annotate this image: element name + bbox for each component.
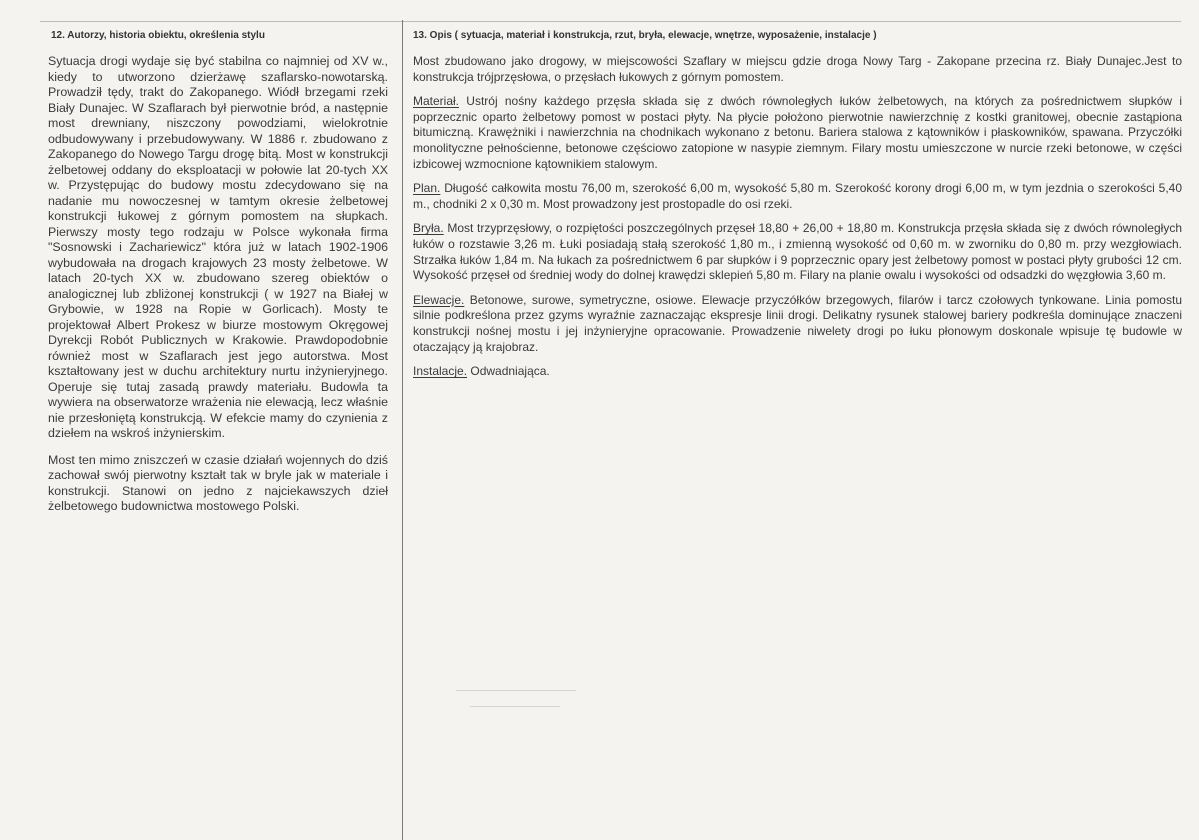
installations-section <box>413 364 1182 380</box>
elevations-text: Betonowe, surowe, symetryczne, osiowe. Elewacje przyczółków brzegowych, filarów i tarcz czołowych tynkowane. Linia pomostu silnie podkreślona przez gzyms wyraźnie zaznaczając ekspresje linii drogi. Delikatny rysunek stalowej bariery podkreśla dominujące znaczeni konstrukcji nośnej mostu i jej inżynieryjne opracowanie. Prowadzenie niwelety drogi po łuku płonowym doskonale wpisuje tę budowle w otaczający ją krajobraz. <box>413 292 1182 354</box>
description-intro: Most zbudowano jako drogowy, w miejscowości Szaflary w miejscu gdzie droga Nowy Targ - Zakopane przecina rz. Biały Dunajec.Jest to konstrukcja trójprzęsłowa, o przęsłach łukowych z górnym pomostem. <box>413 54 1182 84</box>
material-text: Ustrój nośny każdego przęsła składa się z dwóch równoległych łuków żelbetowych, na których za pośrednictwem słupków i poprzecznic oparto żelbetowy pomost w postaci płyty. Na płycie położono pierwotnie nawierzchnię z kostki granitowej, obecnie zastąpiona bitumiczną. Krawężniki i nawierzchnia na chodnikach wykonano z betonu. Bariera stalowa z kątowników i płaskowników, spawana. Przyczółki monolityczne pełnościenne, betonowe częściowo zatopione w nasypie ziemnym. Filary mostu umieszczone w nurcie rzeki betonowe, w części izbicowej wzmocnione kątownikiem stalowym. <box>413 94 1182 171</box>
material-section <box>413 94 1182 172</box>
form-text: Most trzyprzęsłowy, o rozpiętości poszczególnych przęseł 18,80 + 26,00 + 18,80 m. Konstrukcja przęsła składa się z dwóch równoległych łuków o rozstawie 3,26 m. Łuki posiadają stałą szerokość 1,80 m., i zmienną wysokość od 0,60 m. w zworniku do 0,80 m. przy wezgłowiach. Strzałka łuków 1,84 m. Na łukach za pośrednictwem 6 par słupków i 9 poprzecznic opary jest żelbetowy pomost w postaci płyty grubości 12 cm. Wysokość przęseł od średniej wody do dolnej krawędzi sklepień 5,80 m. Filary na planie owalu i wysokości od odsadzki do węzgłowia 3,60 m. <box>413 221 1182 283</box>
authors-history-column <box>48 30 388 515</box>
installations-label: Instalacje. <box>413 364 468 379</box>
plan-section <box>413 181 1182 212</box>
top-rule <box>40 21 1181 22</box>
installations-text: Odwadniająca. <box>467 364 550 379</box>
form-label: Bryła. <box>413 221 444 236</box>
elevations-section <box>413 293 1182 355</box>
description-column <box>413 30 1182 380</box>
history-paragraph-2: Most ten mimo zniszczeń w czasie działań wojennych do dziś zachował swój pierwotny kształt tak w bryle jak w materiale i konstrukcji. Stanowi on jedno z najciekawszych dzieł żelbetowego budownictwa mostowego Polski. <box>48 452 388 513</box>
plan-label: Plan. <box>413 181 441 196</box>
section-12-heading: 12. Autorzy, historia obiektu, określenia stylu <box>51 30 265 41</box>
plan-text: Długość całkowita mostu 76,00 m, szerokość 6,00 m, wysokość 5,80 m. Szerokość korony drogi 6,00 m, w tym jezdnia o szerokości 5,40 m., chodniki 2 x 0,30 m. Most prowadzony jest prostopadle do osi rzeki. <box>413 181 1182 211</box>
scan-mark <box>470 706 560 707</box>
section-13-heading: 13. Opis ( sytuacja, materiał i konstrukcja, rzut, bryła, elewacje, wnętrze, wyposażenie, instalacje ) <box>413 30 877 41</box>
material-label: Materiał. <box>413 94 460 109</box>
form-section <box>413 221 1182 283</box>
column-divider <box>402 20 403 840</box>
history-paragraph-1: Sytuacja drogi wydaje się być stabilna co najmniej od XV w., kiedy to utworzono dzierżawę szaflarsko-nowotarską. Prowadził tędy, trakt do Zakopanego. Wiódł brzegami rzeki Biały Dunajec. W Szaflarach był pierwotnie bród, a następnie most drewniany, niszczony powodziami, wielokrotnie odbudowywany i przebudowywany. W 1886 r. zbudowano z Zakopanego do Nowego Targu drogę bitą. Most w konstrukcji żelbetowej oddany do eksploatacji w połowie lat 20-tych XX w. Przystępując do budowy mostu zdecydowano się na nadanie mu nowoczesnej w tamtym okresie żelbetowej konstrukcji łukowej z górnym pomostem na słupkach. Pierwszy mosty tego rodzaju w Polsce wykonała firma "Sosnowski i Zachariewicz" która już w latach 1902-1906 wybudowała na drogach krajowych 23 mosty żelbetowe. W latach 20-tych XX w. zbudowano szereg obiektów o analogicznej lub zbliżonej konstrukcji ( w 1927 na Białej w Grybowie, w 1928 na Ropie w Gorlicach). Mosty te projektował Albert Prokesz w biurze mostowym Okręgowej Dyrekcji Robót Publicznych w Krakowie. Prawdopodobnie również most w Szaflarach jest jego autorstwa. Most kształtowany jest w duchu architektury nurtu inżynieryjnego. Operuje się tutaj zasadą prawdy materiału. Budowla ta wywiera na obserwatorze wrażenia nie elewacją, lecz właśnie nie przesłoniętą konstrukcją. W efekcie mamy do czynienia z dziełem na wskroś inżynierskim. <box>48 54 388 440</box>
elevations-label: Elewacje. <box>413 292 465 307</box>
scan-mark <box>456 690 576 691</box>
